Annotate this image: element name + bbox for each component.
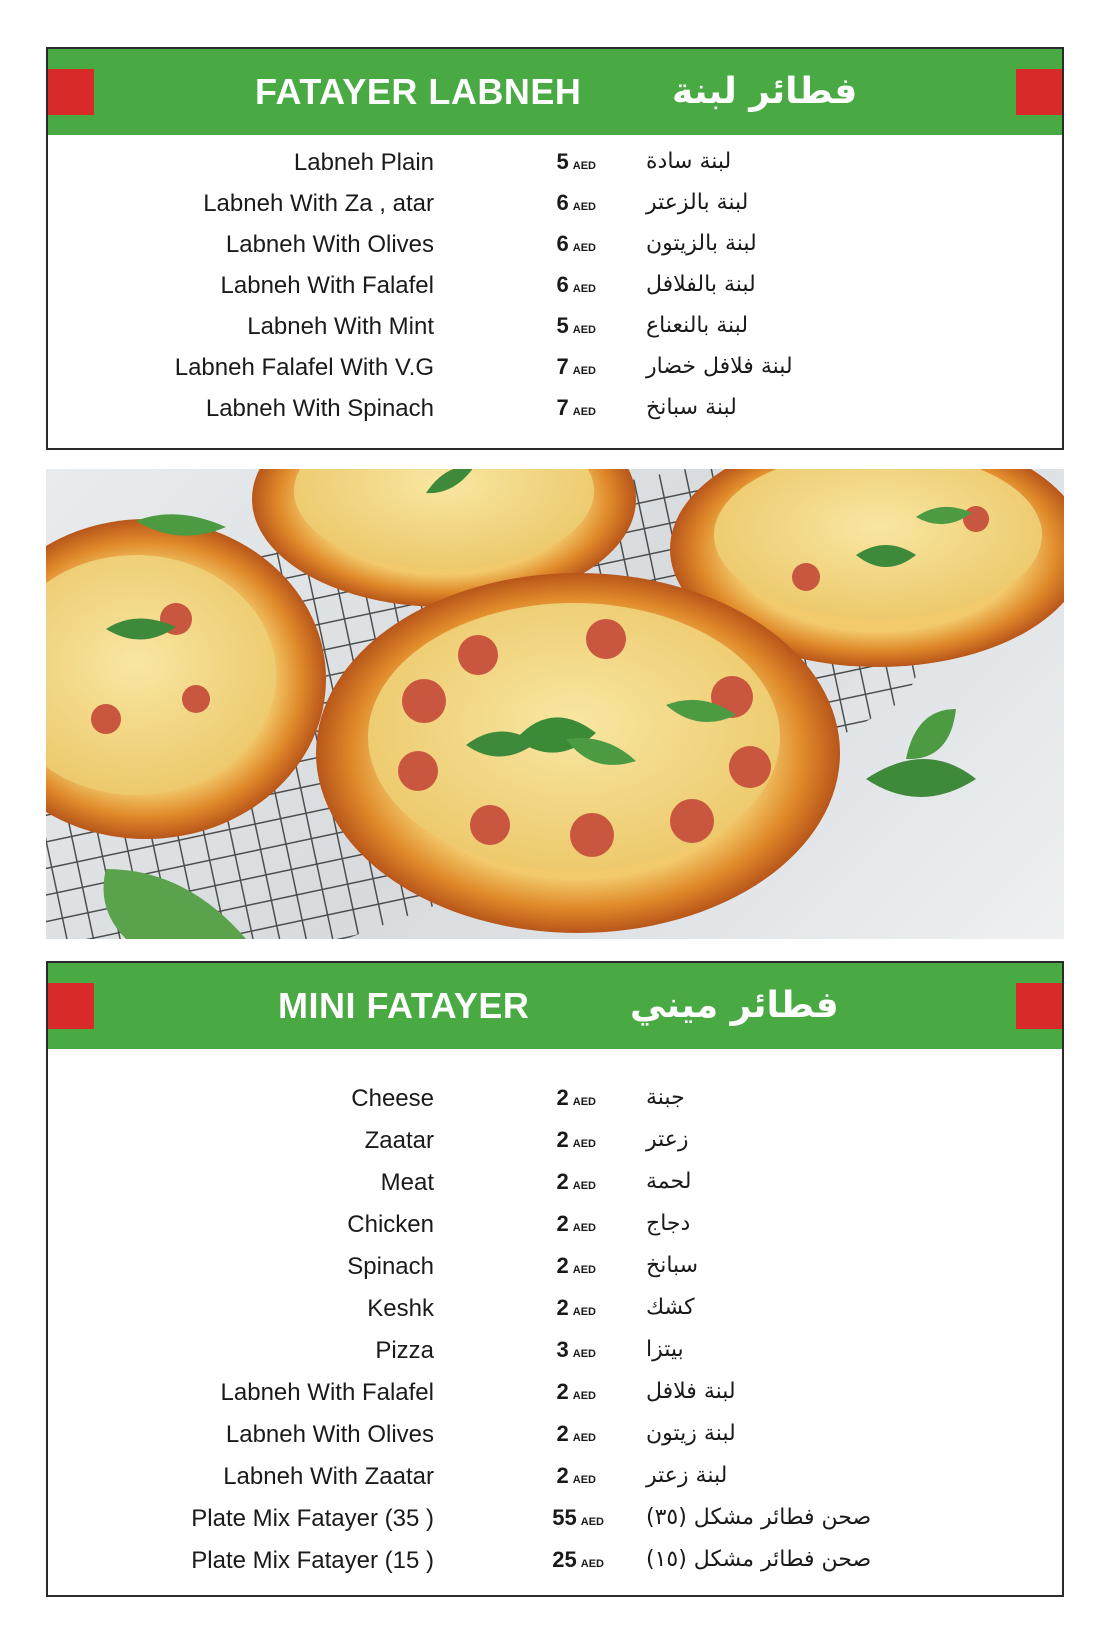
- item-name-ar: لبنة سادة: [646, 149, 732, 174]
- item-price: 2 AED: [556, 1379, 596, 1404]
- item-name-en: Labneh With Za , atar: [203, 190, 434, 217]
- item-name-en: Spinach: [347, 1253, 434, 1280]
- item-price: 7 AED: [556, 354, 596, 379]
- item-price: 2 AED: [556, 1463, 596, 1488]
- menu-item: [48, 1501, 1062, 1541]
- item-name-en: Plate Mix Fatayer (15 ): [191, 1547, 434, 1574]
- item-price: 2 AED: [556, 1421, 596, 1446]
- item-name-ar: كشك: [646, 1295, 695, 1320]
- item-name-en: Keshk: [367, 1295, 434, 1322]
- red-square-decoration: [48, 983, 94, 1029]
- item-price: 6 AED: [556, 190, 596, 215]
- item-price: 2 AED: [556, 1211, 596, 1236]
- menu-item: [48, 1291, 1062, 1331]
- item-name-en: Plate Mix Fatayer (35 ): [191, 1505, 434, 1532]
- item-name-ar: لبنة زيتون: [646, 1421, 736, 1446]
- menu-section-mini-fatayer: [46, 961, 1064, 1597]
- photo-illustration: [46, 469, 1064, 939]
- menu-item: [48, 1081, 1062, 1121]
- red-square-decoration: [1016, 69, 1062, 115]
- item-name-ar: لبنة فلافل خضار: [646, 354, 793, 379]
- item-name-ar: دجاج: [646, 1211, 691, 1236]
- item-name-ar: بيتزا: [646, 1337, 684, 1362]
- menu-section-fatayer-labneh: [46, 47, 1064, 450]
- basil-leaf: [866, 759, 976, 797]
- item-name-ar: لبنة زعتر: [646, 1463, 728, 1488]
- menu-item: [48, 309, 1062, 349]
- menu-item: [48, 1123, 1062, 1163]
- item-price: 3 AED: [556, 1337, 596, 1362]
- menu-item: [48, 268, 1062, 308]
- item-price: 25 AED: [552, 1547, 604, 1572]
- item-name-en: Cheese: [351, 1085, 434, 1112]
- item-name-ar: لحمة: [646, 1169, 692, 1194]
- item-name-en: Zaatar: [364, 1127, 434, 1154]
- menu-items-list: [48, 135, 1062, 435]
- menu-item: [48, 145, 1062, 185]
- item-price: 6 AED: [556, 272, 596, 297]
- item-name-en: Meat: [380, 1169, 434, 1196]
- item-price: 6 AED: [556, 231, 596, 256]
- item-name-en: Pizza: [375, 1337, 434, 1364]
- menu-item: [48, 1375, 1062, 1415]
- item-name-ar: لبنة فلافل: [646, 1379, 736, 1404]
- menu-item: [48, 1459, 1062, 1499]
- menu-item: [48, 1417, 1062, 1457]
- item-name-en: Labneh With Falafel: [220, 1379, 434, 1406]
- section-title-en: FATAYER LABNEH: [255, 71, 582, 112]
- item-price: 2 AED: [556, 1085, 596, 1110]
- item-price: 5 AED: [556, 313, 596, 338]
- item-name-ar: لبنة بالفلافل: [646, 272, 756, 297]
- menu-item: [48, 186, 1062, 226]
- item-name-ar: لبنة بالزعتر: [646, 190, 749, 215]
- section-title-en: MINI FATAYER: [278, 985, 530, 1026]
- section-title-ar: فطائر لبنة: [672, 71, 858, 112]
- item-name-ar: لبنة بالزيتون: [646, 231, 757, 256]
- item-name-ar: جبنة: [646, 1085, 685, 1110]
- item-price: 2 AED: [556, 1253, 596, 1278]
- item-name-en: Chicken: [347, 1211, 434, 1238]
- menu-item: [48, 350, 1062, 390]
- section-title-ar: فطائر ميني: [630, 985, 839, 1026]
- item-price: 55 AED: [552, 1505, 604, 1530]
- item-name-en: Labneh Plain: [293, 149, 434, 176]
- item-name-en: Labneh With Olives: [225, 231, 434, 258]
- basil-leaf: [906, 709, 956, 759]
- item-name-ar: سبانخ: [646, 1253, 699, 1278]
- item-name-ar: لبنة بالنعناع: [646, 313, 749, 338]
- item-name-ar: صحن فطائر مشكل (٣٥): [646, 1505, 872, 1530]
- item-name-en: Labneh With Olives: [225, 1421, 434, 1448]
- item-name-ar: لبنة سبانخ: [646, 395, 737, 420]
- section-banner: [48, 49, 1062, 135]
- menu-item: [48, 1543, 1062, 1583]
- menu-items-list: [48, 1049, 1062, 1589]
- item-name-ar: زعتر: [646, 1127, 689, 1152]
- menu-item: [48, 1207, 1062, 1247]
- item-price: 2 AED: [556, 1169, 596, 1194]
- item-price: 2 AED: [556, 1127, 596, 1152]
- item-name-en: Labneh With Falafel: [220, 272, 434, 299]
- section-banner: [48, 963, 1062, 1049]
- item-price: 2 AED: [556, 1295, 596, 1320]
- item-price: 5 AED: [556, 149, 596, 174]
- menu-item: [48, 1333, 1062, 1373]
- menu-item: [48, 391, 1062, 431]
- item-name-en: Labneh With Spinach: [205, 395, 434, 422]
- item-name-ar: صحن فطائر مشكل (١٥): [646, 1547, 872, 1572]
- red-square-decoration: [1016, 983, 1062, 1029]
- item-price: 7 AED: [556, 395, 596, 420]
- menu-item: [48, 227, 1062, 267]
- menu-item: [48, 1249, 1062, 1289]
- red-square-decoration: [48, 69, 94, 115]
- pizza-center: [316, 573, 840, 933]
- menu-item: [48, 1165, 1062, 1205]
- item-name-en: Labneh With Zaatar: [223, 1463, 434, 1490]
- mini-pizza-fatayer-photo: [46, 469, 1064, 939]
- item-name-en: Labneh With Mint: [247, 313, 434, 340]
- item-name-en: Labneh Falafel With V.G: [174, 354, 434, 381]
